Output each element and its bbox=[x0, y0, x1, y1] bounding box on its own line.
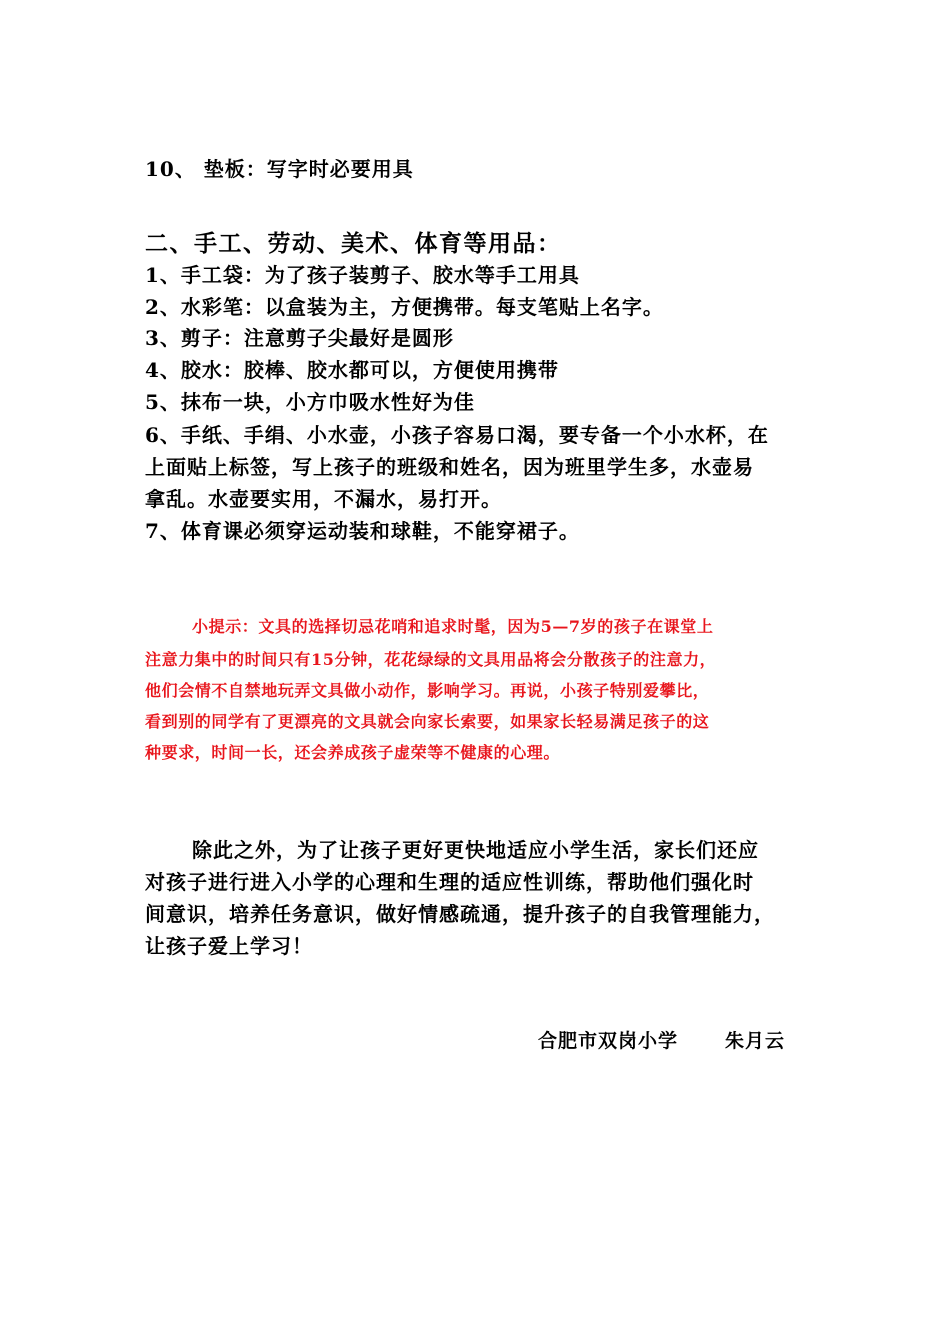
item-10-line: 10、 垫板：写字时必要用具 bbox=[145, 157, 414, 181]
section-2-line-1: 1、手工袋：为了孩子装剪子、胶水等手工用具 bbox=[145, 263, 580, 287]
closing-line-1: 除此之外，为了让孩子更好更快地适应小学生活，家长们还应 bbox=[192, 838, 759, 862]
section-2-line-4: 4、胶水：胶棒、胶水都可以，方便使用携带 bbox=[145, 358, 559, 382]
tip-line-5: 种要求，时间一长，还会养成孩子虚荣等不健康的心理。 bbox=[145, 743, 561, 762]
closing-line-2: 对孩子进行进入小学的心理和生理的适应性训练，帮助他们强化时 bbox=[145, 870, 754, 894]
section-2-title: 二、手工、劳动、美术、体育等用品： bbox=[145, 230, 562, 257]
section-2-line-9: 7、体育课必须穿运动装和球鞋，不能穿裙子。 bbox=[145, 519, 580, 543]
signature-author: 朱月云 bbox=[725, 1030, 786, 1052]
tip-line-4: 看到别的同学有了更漂亮的文具就会向家长索要，如果家长轻易满足孩子的这 bbox=[145, 712, 710, 731]
section-2-line-7: 上面贴上标签，写上孩子的班级和姓名，因为班里学生多，水壶易 bbox=[145, 455, 754, 479]
section-2-line-5: 5、抹布一块，小方巾吸水性好为佳 bbox=[145, 390, 475, 414]
tip-line-1: 小提示：文具的选择切忌花哨和追求时髦，因为5—7岁的孩子在课堂上 bbox=[192, 617, 714, 636]
tip-line-3: 他们会情不自禁地玩弄文具做小动作，影响学习。再说，小孩子特别爱攀比， bbox=[145, 681, 710, 700]
closing-line-4: 让孩子爱上学习！ bbox=[145, 934, 313, 958]
signature-school: 合肥市双岗小学 bbox=[538, 1030, 679, 1052]
section-2-line-3: 3、剪子：注意剪子尖最好是圆形 bbox=[145, 326, 454, 350]
section-2-line-8: 拿乱。水壶要实用，不漏水，易打开。 bbox=[145, 487, 502, 511]
section-2-line-2: 2、水彩笔：以盒装为主，方便携带。每支笔贴上名字。 bbox=[145, 295, 664, 319]
closing-line-3: 间意识，培养任务意识，做好情感疏通，提升孩子的自我管理能力， bbox=[145, 902, 775, 926]
section-2-line-6: 6、手纸、手绢、小水壶，小孩子容易口渴，要专备一个小水杯，在 bbox=[145, 423, 769, 447]
tip-line-2: 注意力集中的时间只有15分钟，花花绿绿的文具用品将会分散孩子的注意力， bbox=[145, 650, 717, 669]
